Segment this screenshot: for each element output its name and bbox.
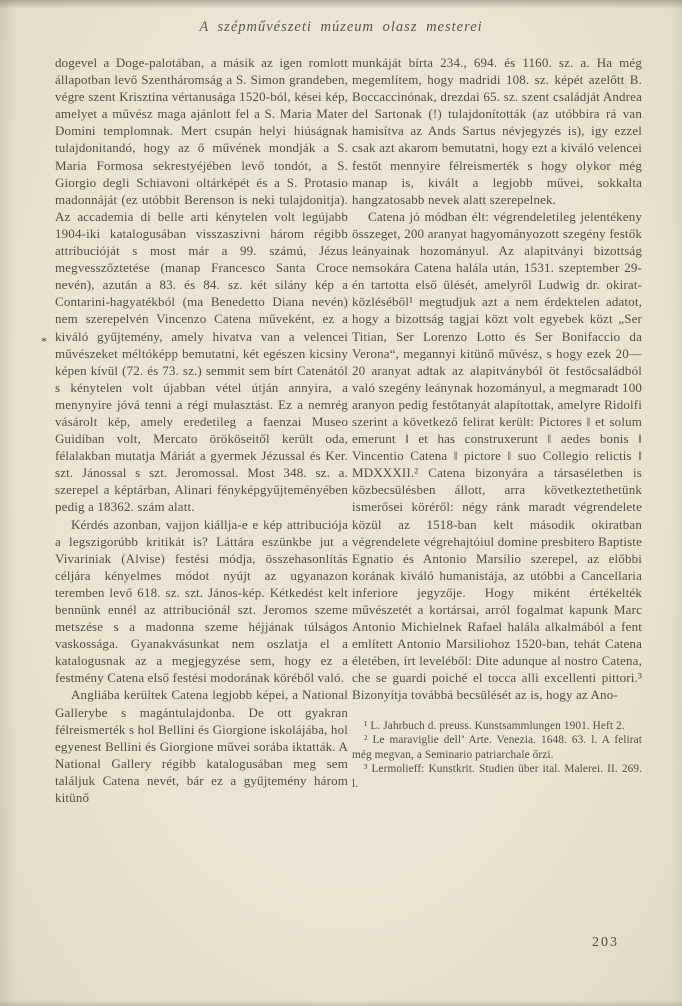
footnotes bbox=[352, 719, 642, 792]
paragraph: Catena jó módban élt: végrendeletileg jelentékeny összeget, 200 aranyat hagyományozott szegény festők leányainak hozományul. Az alapitványi bizottság nemsokára Catena halála után, 1531. szeptember 29-én tartotta első ülését, amelyről Ludwig dr. okirat-közléséből¹ megtudjuk azt a nem érdektelen adatot, hogy a bizottság tagjai közt volt egyebek közt „Ser Titian, Ser Lorenzo Lotto és Ser Bonifaccio da Verona“, megannyi kitünő művész, s hogy ezek 20—20 aranyat adtak az alapitványból öt festőcsaládból való szegény leánynak hozományul, a megmaradt 100 aranyon pedig festőtanyát alapítottak, amelyre Ridolfi szerint a következő felirat került: Pictores ‖ et solum emerunt ‖ et has construxerunt ‖ aedes bonis ‖ Vincentio Catena ‖ pictore ‖ suo Collegio relictis ‖ MDXXXII.² Catena bizonyára a társaséletben is közbecsülésben állott, arra következtethetünk ismerősei köréről: négy ránk maradt végrendelete közül az 1518-ban kelt második okiratban végrendelete végrehajtóiul domine presbitero Baptiste Egnatio és Antonio Marsilio szerepel, az előbbi korának kiváló humanistája, az utóbbi a Cancellaria inferiore jegyzője. Hogy miként értékelték művészetét a kortársai, arról fogalmat kapunk Marc Antonio Michielnek Rafael halála alkalmából a fent említett Antonio Marsiliohoz 1520-ban, tehát Catena életében, írt leveléből: Dite adunque al nostro Catena, che se guardi poiché el tocca alli excellenti pittori.³ Bizonyítja továbbá becsülését az is, hogy az Ano- bbox=[352, 208, 642, 703]
paragraph: munkáját bírta 234., 694. és 1160. sz. a. Ha még megemlítem, hogy madridi 108. sz. képét azelőtt B. Boccaccinónak, drezdai 65. sz. szent családját Andrea del Sartonak (!) tulajdonították (az utóbbira rá van hamisítva az Ands Sartus névjegyzés is), igy ezzel csak azt akarom bemutatni, hogy ezt a kiváló velencei festőt mennyire félreismerték s hogy olykor még manap is, kivált a legjobb művei, sokkalta hangzatosabb nevek alatt szerepelnek. bbox=[352, 55, 642, 207]
paragraph: Angliába kerültek Catena legjobb képei, a National Gallerybe s magántulajdonba. De ott gyakran félreismerték s hol Bellini és Giorgione iskolájába, hol egyenest Bellini és Giorgione művei sorába iktatták. A National Gallery régibb katalogusában meg sem találjuk Catena nevét, bár ez a gyűjtemény három kitünő bbox=[55, 687, 348, 806]
paragraph: dogevel a Doge-palotában, a másik az igen romlott állapotban levő Szentháromság a S. Simon grandeben, végre szent Krisztina vértanusága 1520-ból, kései kép, amelyet a művész maga ajánlott fel a S. Maria Mater Domini templomnak. Mert csupán helyi hiúságnak tulajdonitandó, hogy az ő művének mondják a S. Maria Formosa sekrestyéjében levő tondót, a S. Giorgio degli Schiavoni oltárképét és a S. Protasio madonnáját (ez utóbbit Berenson is neki tulajdonitja). Az accademia di belle arti kénytelen volt legújabb 1904-iki katalogusában visszaszivni három régibb attribucióját s most már a 99. számú, Jézus megvesszőztetése (manap Francesco Santa Croce nevén), azután a 83. és 84. sz. két silány kép a Contarini-hagyatékból (ma Benedetto Diana nevén) nem szerepelvén Vincenzo Catena műveként, ez a kiváló gyűjtemény, amely hivatva van a velencei művészeket méltóképp bemutatni, két egészen kicsiny képen kívül (72. és 73. sz.) semmit sem bírt Catenától s kénytelen volt újabban vétel útján annyira, a menynyire jóvá tenni a régi mulasztást. Ez a nemrég vásárolt kép, amely eredetileg a faenzai Museo Guidiban volt, Mercato örököseitől került oda, félalakban mutatja Máriát a gyermek Jézussal és Ker. szt. Jánossal s szt. Jeromossal. Most 348. sz. a. szerepel a képtárban, Alinari fényképgyűjteményében pedig a 18362. szám alatt. bbox=[55, 55, 348, 515]
running-head: A szépművészeti múzeum olasz mesterei bbox=[199, 19, 483, 35]
footnote-3: ³ Lermolieff: Kunstkrit. Studien über ital. Malerei. II. 269. l. bbox=[352, 763, 642, 790]
margin-mark: * bbox=[41, 334, 47, 348]
footnote-1: ¹ L. Jahrbuch d. preuss. Kunstsammlungen 1901. Heft 2. bbox=[364, 719, 625, 732]
footnote-2: ² Le maraviglie dell’ Arte. Venezia. 1648. 63. l. A felirat még megvan, a Seminario patriarchale őrzi. bbox=[352, 734, 642, 761]
left-column bbox=[55, 54, 348, 806]
paragraph: Kérdés azonban, vajjon kiállja-e e kép attribuciója a legszigorúbb kritikát is? Láttára eszünkbe jut a Vivariniak (Alvise) festési módja, összehasonlítás céljára kényelmes módot nyújt az ugyanazon teremben levő 618. sz. szt. János-kép. Kétkedést kelt bennünk ennél az attribuciónál szt. Jeromos szeme metszése s a madonna szeme héjjának túlságos vaskossága. Gyanakvásunkat nem oszlatja el a katalogusnak az a megjegyzése sem, hogy ez a festmény Catena első festési modorának köréből való. bbox=[55, 516, 348, 686]
right-column bbox=[352, 54, 642, 792]
page-number: 203 bbox=[592, 935, 619, 950]
